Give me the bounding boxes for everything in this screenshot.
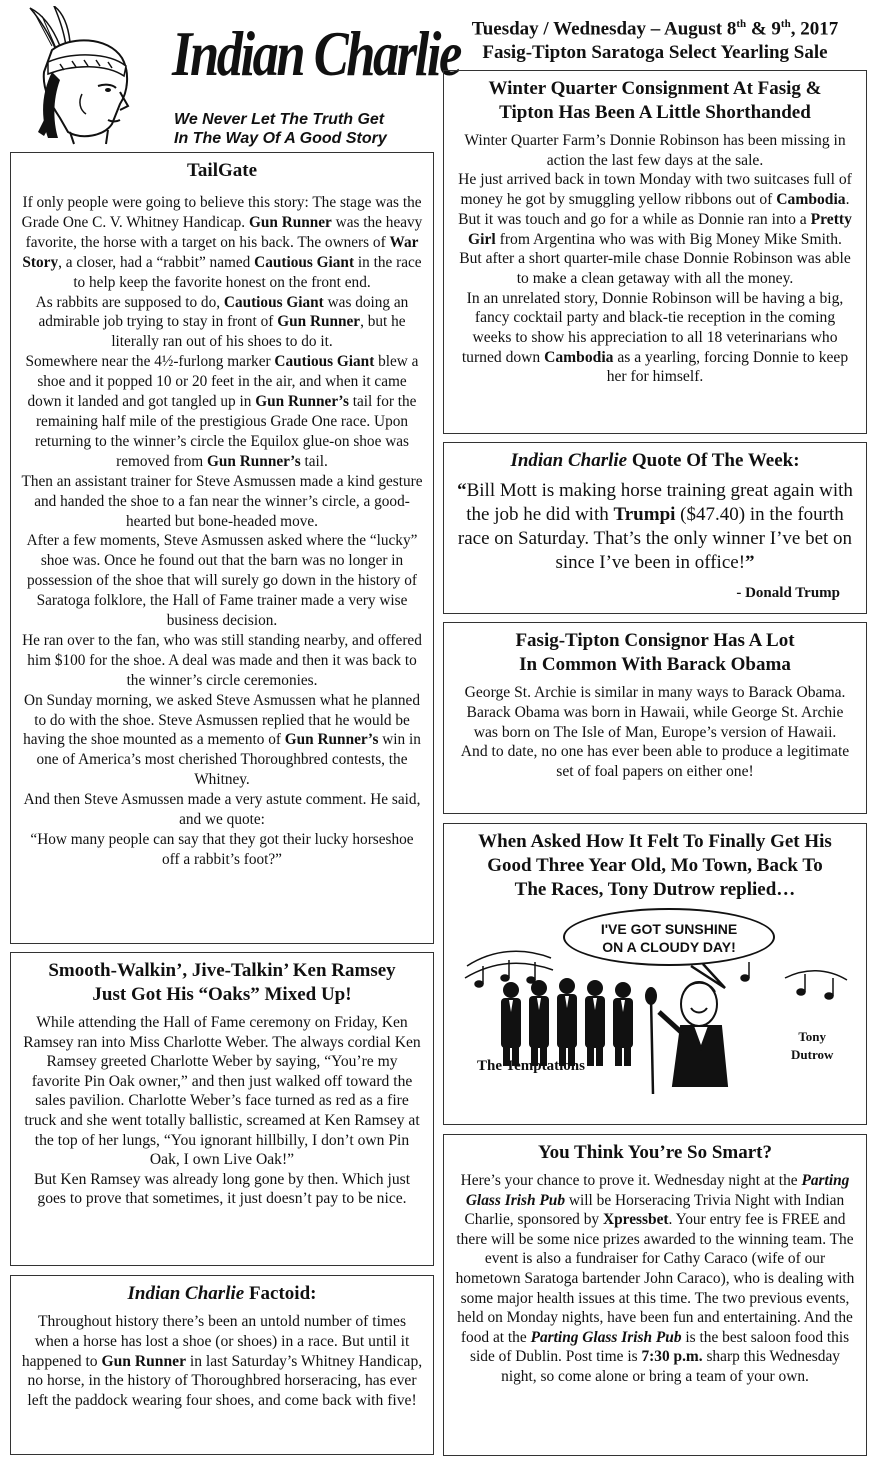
text-run: blew a shoe and it popped 10 or 20 feet in the air, and when it came down it landed and got tangled up in (27, 353, 419, 411)
factoid-title: Indian Charlie Factoid: (127, 1283, 317, 1304)
text-run: Cautious Giant (274, 353, 375, 371)
text-run: in last Saturday’s Whitney Handicap, no horse, in the history of Thoroughbred horseracing, has ever left the paddock wearing four shoes, and come back with five! (27, 1352, 423, 1410)
text-run: He ran over to the fan, who was still standing nearby, and offered him $100 for the shoe. A deal was made and then it was back to the winner’s circle ceremonies. (22, 631, 422, 689)
text-run: But Ken Ramsey was already long gone by then. Which just goes to prove that sometimes, it just doesn’t pay to be nice. (33, 1170, 411, 1208)
trivia-night-body (454, 1171, 856, 1387)
text-run: Pretty Girl (468, 210, 852, 248)
trivia-night-title: You Think You’re So Smart? (537, 1142, 773, 1163)
text-run: Here’s your chance to prove it. Wednesday night at the (460, 1172, 802, 1189)
text-run: will be Horseracing Trivia Night with Indian Charlie, sponsored by (464, 1191, 845, 1229)
text-run: Gun Runner’s (255, 393, 349, 411)
text-run: is the best saloon food this side of Dublin. Post time is (470, 1328, 850, 1366)
text-run: Throughout history there’s been an untold number of times when a horse has lost a shoe (or shoes) in a race. But until it happened to (21, 1313, 410, 1370)
text-run: Bill Mott is making horse training great again with the job he did with (466, 480, 853, 525)
text-run: Gun Runner’s (207, 452, 301, 470)
winter-quarter-body (454, 131, 856, 387)
tailgate-body (21, 193, 423, 870)
tailgate-article (10, 152, 434, 944)
quote-of-the-week (443, 442, 867, 614)
text-run: As rabbits are supposed to do, (35, 293, 224, 311)
dateline-date: Tuesday / Wednesday – August 8th & 9th, 2017 (471, 18, 839, 40)
tailgate-title: TailGate (186, 160, 258, 181)
caption-temptations: The Temptations (477, 1058, 585, 1074)
trivia-night-article (443, 1134, 867, 1456)
text-run: as a yearling, forcing Donnie to keep her for himself. (606, 348, 849, 386)
text-run: Gun Runner’s (284, 731, 379, 749)
text-run: Gun Runner (101, 1352, 186, 1370)
text-run: , a closer, had a “rabbit” named (58, 253, 255, 271)
tagline-line-2: In The Way Of A Good Story (174, 130, 387, 147)
consignor-article (443, 622, 867, 814)
ramsey-article (10, 952, 434, 1266)
text-run: sharp this Wednesday night, so come alone or bring a team of your own. (501, 1348, 840, 1385)
text-run: “How many people can say that they got their lucky horseshoe off a rabbit’s foot?” (30, 831, 414, 868)
winter-quarter-title: Winter Quarter Consignment At Fasig & Tipton Has Been A Little Shorthanded (488, 78, 822, 123)
factoid-article (10, 1275, 434, 1455)
text-run: On Sunday morning, we asked Steve Asmussen what he planned to do with the shoe. Steve Asmussen replied that he would be having the shoe mounted as a memento of (23, 691, 420, 749)
text-run: Xpressbet (602, 1211, 669, 1229)
dateline-event: Fasig-Tipton Saratoga Select Yearling Sale (482, 42, 828, 64)
text-run: And to date, no one has ever been able to produce a legitimate set of foal papers on either one! (460, 743, 850, 781)
factoid-body (21, 1312, 423, 1411)
text-run: . Your entry fee is FREE and there will be some nice prizes awarded to the winning team. The event is also a fundraiser for Cathy Caraco (wife of our hometown Saratoga bartender John Caraco), who is dealing with some major health issues at this time. The two previous events, held on Monday nights, have been fun and entertaining. And the food at the (455, 1211, 855, 1346)
text-run: ” (745, 552, 755, 573)
text-run: tail. (300, 452, 328, 470)
quote-text (454, 479, 856, 575)
dutrow-cartoon-panel (443, 823, 867, 1125)
text-run: Cautious Giant (223, 293, 324, 311)
text-run: After a few moments, Steve Asmussen asked where the “lucky” shoe was. Once he found out that the barn was no longer in possession of the shoe that will surely go down in the history of Saratoga folklore, the Hall of Fame trainer made a very wise business decision. (26, 532, 418, 630)
masthead-title: Indian Charlie (172, 18, 460, 89)
masthead (8, 4, 460, 150)
masthead-tagline (174, 110, 387, 148)
ramsey-title: Smooth-Walkin’, Jive-Talkin’ Ken Ramsey Just Got His “Oaks” Mixed Up! (48, 960, 396, 1005)
text-run: was doing an admirable job trying to stay in front of (38, 293, 409, 331)
text-run: George St. Archie is similar in many ways to Barack Obama. Barack Obama was born in Hawaii, while George St. Archie was born on The Isle of Man, Europe’s version of Hawaii. (464, 684, 846, 741)
text-run: in the race to help keep the favorite honest on the front end. (73, 253, 422, 291)
text-run: Somewhere near the 4½-furlong marker (25, 353, 275, 371)
text-run: Parting Glass Irish Pub (530, 1328, 682, 1346)
text-run: tail for the remaining half mile of the prestigious Grade One race. Upon returning to the winner’s circle the Equilox glue-on shoe was removed from (35, 393, 417, 470)
text-run: Winter Quarter Farm’s Donnie Robinson has been missing in action the last few days at the sale. (464, 132, 846, 169)
text-run: But after a short quarter-mile chase Donnie Robinson was able to make a clean getaway with all the money. (459, 250, 851, 287)
quote-title: Indian Charlie Quote Of The Week: (510, 450, 800, 471)
caption-tony-dutrow: Tony Dutrow (791, 1029, 834, 1062)
text-run: If only people were going to believe this story: The stage was the Grade One C. V. Whitney Handicap. (21, 194, 422, 231)
consignor-body (454, 683, 856, 782)
text-run: And then Steve Asmussen made a very astute comment. He said, and we quote: (23, 791, 421, 829)
winter-quarter-article (443, 70, 867, 434)
tagline-line-1: We Never Let The Truth Get (174, 111, 385, 128)
speech-bubble: I'VE GOT SUNSHINE ON A CLOUDY DAY! (563, 908, 775, 966)
text-run: Trumpi (613, 504, 676, 525)
consignor-title: Fasig-Tipton Consignor Has A Lot In Common With Barack Obama (515, 630, 795, 675)
text-run: “ (457, 480, 467, 501)
text-run: ($47.40) in the fourth race on Saturday. That’s the only winner I’ve bet on since I’ve been in office! (457, 504, 853, 573)
dateline (440, 12, 870, 65)
text-run: Cautious Giant (254, 253, 355, 271)
text-run: win in one of America’s most cherished Thoroughbred contests, the Whitney. (36, 731, 421, 789)
text-run: In an unrelated story, Donnie Robinson will be having a big, fancy cocktail party and black-tie reception in the coming weeks to show his appreciation to all 18 veterinarians who turned down (461, 289, 844, 366)
text-run: from Argentina who was with Big Money Mike Smith. (495, 230, 842, 248)
text-run: Cambodia (776, 191, 846, 209)
text-run: He just arrived back in town Monday with two suitcases full of money he got by smuggling yellow ribbons out of (458, 171, 852, 209)
text-run: Then an assistant trainer for Steve Asmussen made a kind gesture and handed the shoe to a fan near the winner’s circle, a good-hearted but bone-headed move. (21, 472, 423, 530)
text-run: , but he literally ran out of his shoes to do it. (111, 313, 406, 351)
text-run: 7:30 p.m. (641, 1348, 703, 1366)
indian-head-logo-icon (12, 6, 154, 146)
text-run: Gun Runner (277, 313, 361, 331)
quote-attribution: - Donald Trump (736, 585, 840, 601)
text-run: War Story (22, 233, 419, 271)
text-run: Cambodia (544, 348, 614, 366)
text-run: . But it was touch and go for a while as Donnie ran into a (458, 191, 850, 228)
dutrow-title: When Asked How It Felt To Finally Get His Good Three Year Old, Mo Town, Back To The Races, Tony Dutrow replied… (478, 831, 832, 900)
text-run: Parting Glass Irish Pub (465, 1172, 850, 1209)
text-run: While attending the Hall of Fame ceremony on Friday, Ken Ramsey ran into Miss Charlotte Weber. The always cordial Ken Ramsey greeted Charlotte Weber by saying, “You’re my favorite Pin Oak owner,” and then just walked off toward the sales pavilion. Charlotte Weber’s face turned as red as a fire truck and she went totally ballistic, screamed at Ken Ramsey at the top of her lungs, “You ignorant hillbilly, I don’t own Pin Oak, I own Live Oak!” (23, 1014, 421, 1169)
text-run: Gun Runner (248, 213, 332, 231)
temptations-cartoon (455, 908, 855, 1098)
ramsey-body (21, 1013, 423, 1209)
text-run: was the heavy favorite, the horse with a target on his back. The owners of (25, 213, 423, 251)
